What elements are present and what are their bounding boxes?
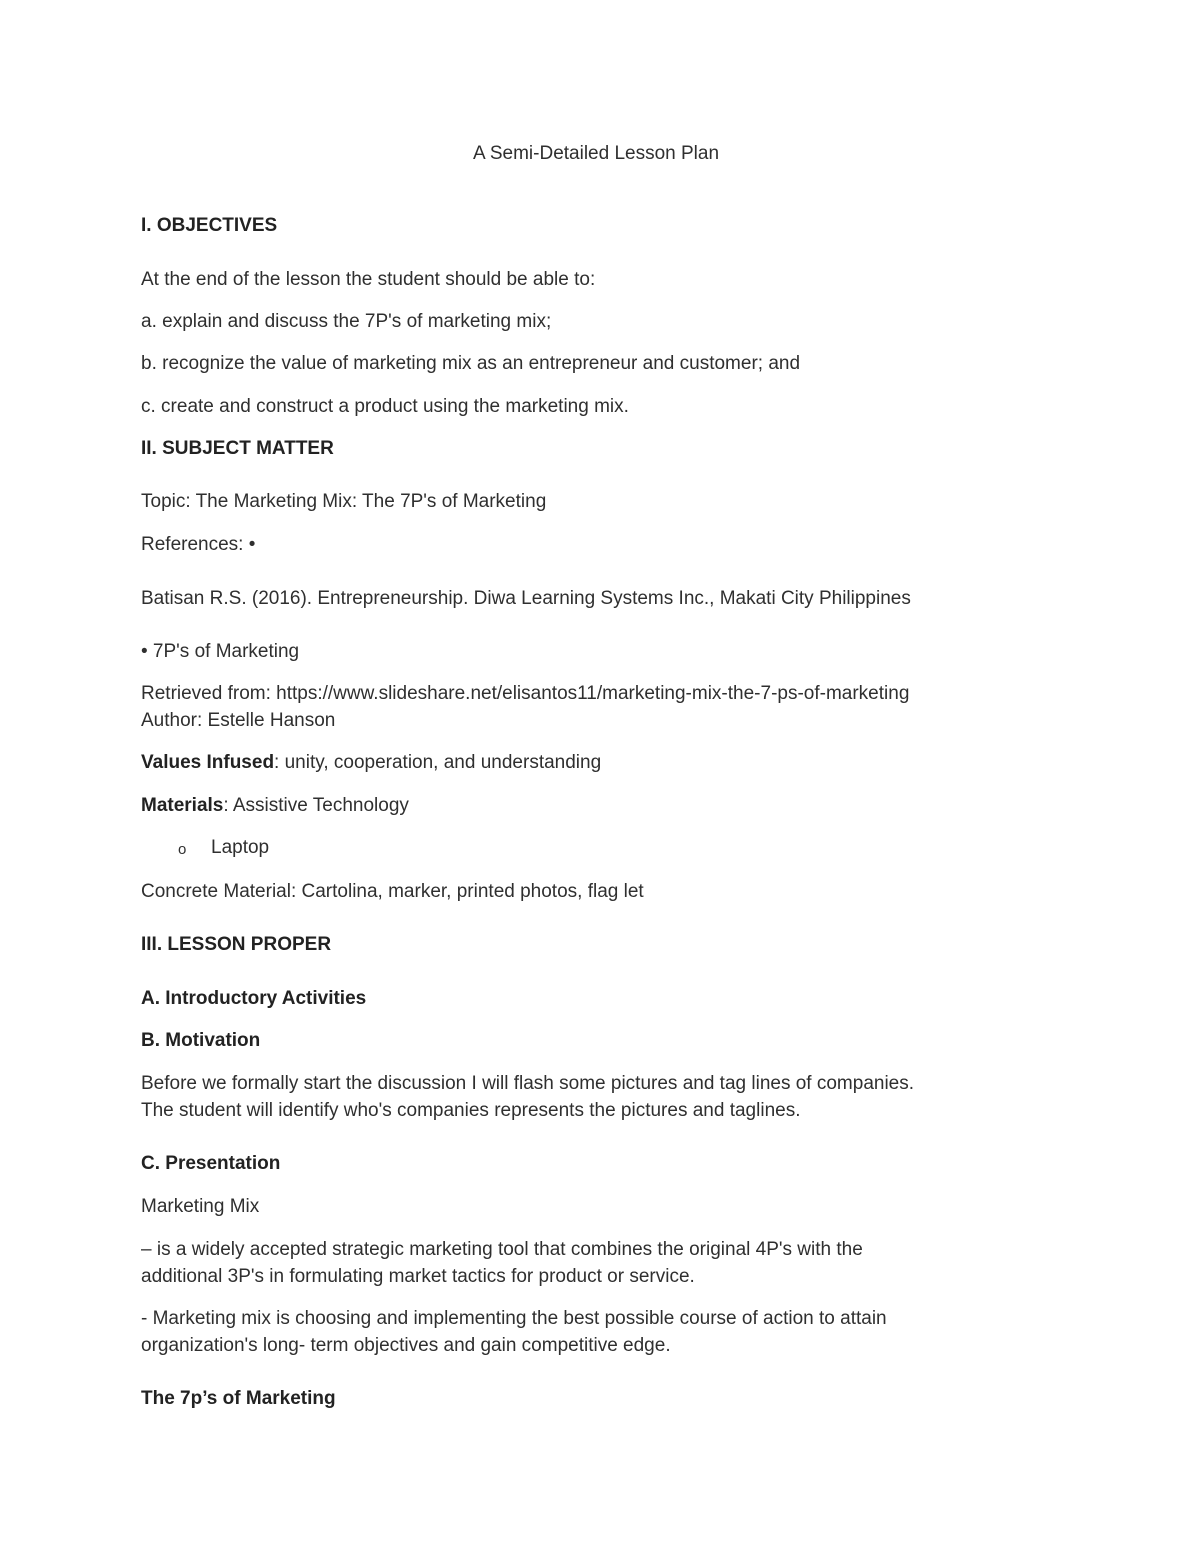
motivation-text-line2: The student will identify who's companies represents the pictures and taglines.: [141, 1100, 801, 1121]
concrete-material-line: Concrete Material: Cartolina, marker, printed photos, flag let: [141, 881, 644, 902]
marketing-mix-description-line1: - Marketing mix is choosing and implementing the best possible course of action to attain: [141, 1308, 887, 1329]
lesson-proper-heading: III. LESSON PROPER: [141, 934, 332, 955]
reference-web: • 7P's of Marketing: [141, 641, 300, 662]
values-label: Values Infused: [141, 752, 275, 773]
marketing-mix-title: Marketing Mix: [141, 1196, 260, 1217]
subject-matter-heading: II. SUBJECT MATTER: [141, 438, 334, 459]
presentation-heading: C. Presentation: [141, 1153, 281, 1174]
marketing-mix-definition-line1: – is a widely accepted strategic marketing tool that combines the original 4P's with the: [141, 1239, 863, 1260]
references-label: References: •: [141, 534, 256, 555]
topic-line: Topic: The Marketing Mix: The 7P's of Marketing: [141, 491, 547, 512]
values-line: [141, 749, 601, 776]
materials-label: Materials: [141, 795, 224, 816]
marketing-mix-description-line2: organization's long- term objectives and gain competitive edge.: [141, 1335, 671, 1356]
motivation-text-line1: Before we formally start the discussion I will flash some pictures and tag lines of companies.: [141, 1073, 915, 1094]
hollow-bullet-icon: o: [178, 841, 187, 858]
objectives-intro: At the end of the lesson the student should be able to:: [141, 269, 596, 290]
document-title: A Semi-Detailed Lesson Plan: [472, 143, 720, 164]
author-line: Author: Estelle Hanson: [141, 710, 336, 731]
materials-item-laptop: Laptop: [211, 837, 270, 858]
motivation-heading: B. Motivation: [141, 1030, 261, 1051]
materials-text: : Assistive Technology: [223, 795, 409, 816]
marketing-mix-definition-line2: additional 3P's in formulating market tactics for product or service.: [141, 1266, 695, 1287]
introductory-activities-heading: A. Introductory Activities: [141, 988, 367, 1009]
objectives-heading: I. OBJECTIVES: [141, 215, 278, 236]
seven-ps-heading: The 7p’s of Marketing: [141, 1388, 336, 1409]
reference-book: Batisan R.S. (2016). Entrepreneurship. Diwa Learning Systems Inc., Makati City Philippines: [141, 588, 911, 609]
objective-item-a: a. explain and discuss the 7P's of marketing mix;: [141, 311, 552, 332]
objective-item-c: c. create and construct a product using the marketing mix.: [141, 396, 629, 417]
values-text: : unity, cooperation, and understanding: [274, 752, 602, 773]
retrieved-line: Retrieved from: https://www.slideshare.net/elisantos11/marketing-mix-the-7-ps-of-marketing: [141, 683, 910, 704]
materials-line: [141, 792, 409, 819]
objective-item-b: b. recognize the value of marketing mix as an entrepreneur and customer; and: [141, 353, 801, 374]
